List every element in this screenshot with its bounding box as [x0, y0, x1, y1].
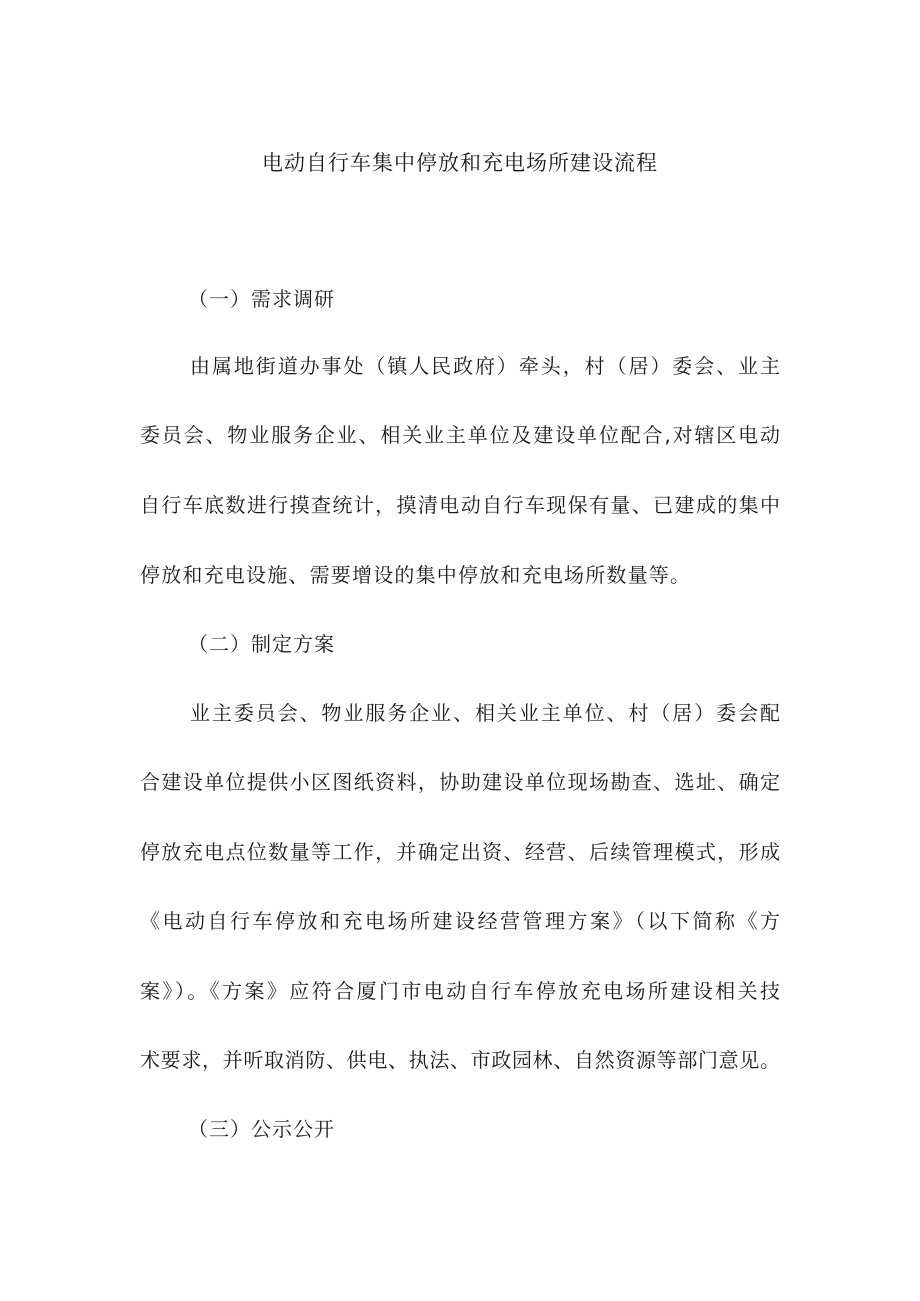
section-heading-2: （二）制定方案 [188, 632, 335, 656]
paragraph-line: 业主委员会、物业服务企业、相关业主单位、村（居）委会配 [190, 701, 780, 725]
document-title: 电动自行车集中停放和充电场所建设流程 [262, 151, 658, 175]
section-heading-1: （一）需求调研 [188, 287, 335, 311]
paragraph-line: 停放和充电设施、需要增设的集中停放和充电场所数量等。 [140, 563, 692, 587]
paragraph-line: 委员会、物业服务企业、相关业主单位及建设单位配合,对辖区电动 [140, 423, 780, 447]
paragraph-line: 合建设单位提供小区图纸资料，协助建设单位现场勘查、选址、确定 [140, 770, 780, 794]
paragraph-line: 由属地街道办事处（镇人民政府）牵头，村（居）委会、业主 [190, 354, 780, 378]
section-heading-3: （三）公示公开 [188, 1117, 335, 1141]
paragraph-line: 案》）。《方案》应符合厦门市电动自行车停放充电场所建设相关技 [140, 979, 780, 1003]
paragraph-line: 术要求，并听取消防、供电、执法、市政园林、自然资源等部门意见。 [140, 1048, 780, 1072]
paragraph-line: 自行车底数进行摸查统计，摸清电动自行车现保有量、已建成的集中 [140, 493, 780, 517]
paragraph-line: 停放充电点位数量等工作，并确定出资、经营、后续管理模式，形成 [140, 840, 780, 864]
paragraph-line: 《电动自行车停放和充电场所建设经营管理方案》（以下简称《方 [140, 909, 780, 933]
